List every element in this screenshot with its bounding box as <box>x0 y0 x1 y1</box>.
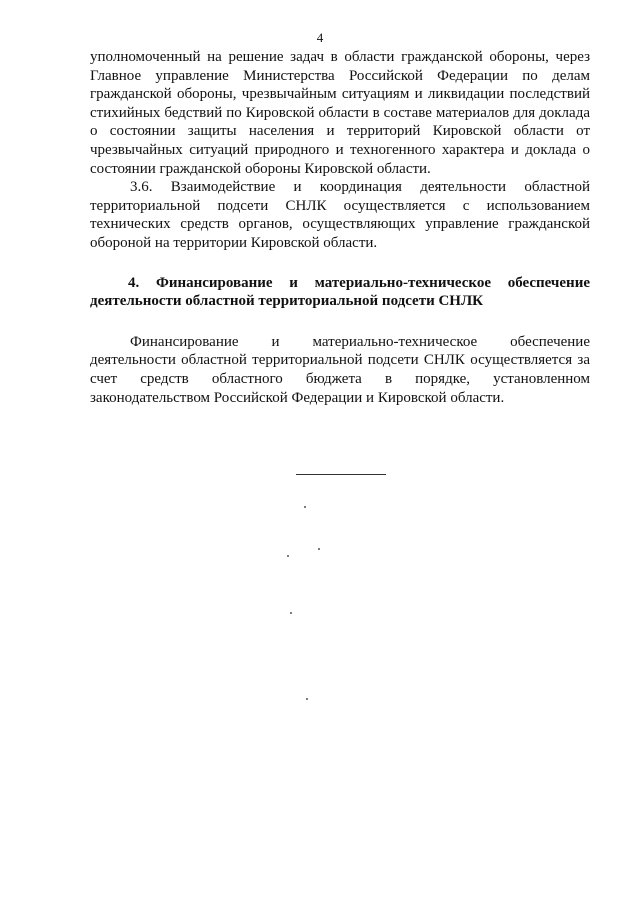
scan-speck <box>290 612 292 614</box>
scan-speck <box>287 555 289 557</box>
section-4-heading: 4. Финансирование и материально-техническое обеспечение деятельности областной территориальной подсети СНЛК <box>90 274 590 310</box>
section-3-6-paragraph: 3.6. Взаимодействие и координация деятельности областной территориальной подсети СНЛК осуществляется с использованием технических средств органов, осуществляющих управление гражданской обороной на территории Кировской области. <box>90 179 590 251</box>
scan-speck <box>318 548 320 550</box>
document-body <box>90 48 590 407</box>
section-3-continuation-paragraph: уполномоченный на решение задач в области гражданской обороны, через Главное управление Министерства Российской Федерации по делам гражданской обороны, чрезвычайным ситуациям и ликвидации последствий стихийных бедствий по Кировской области в составе материалов для доклада о состоянии защиты населения и территорий Кировской области от чрезвычайных ситуаций природного и техногенного характера и доклада о состоянии гражданской обороны Кировской области. <box>90 49 590 177</box>
scan-speck <box>304 506 306 508</box>
page-number: 4 <box>316 30 324 45</box>
section-4-paragraph: Финансирование и материально-техническое обеспечение деятельности областной территориальной подсети СНЛК осуществляется за счет средств областного бюджета в порядке, установленном законодательством Российской Федерации и Кировской области. <box>90 333 590 406</box>
end-of-text-rule <box>296 474 386 475</box>
scan-speck <box>306 698 308 700</box>
